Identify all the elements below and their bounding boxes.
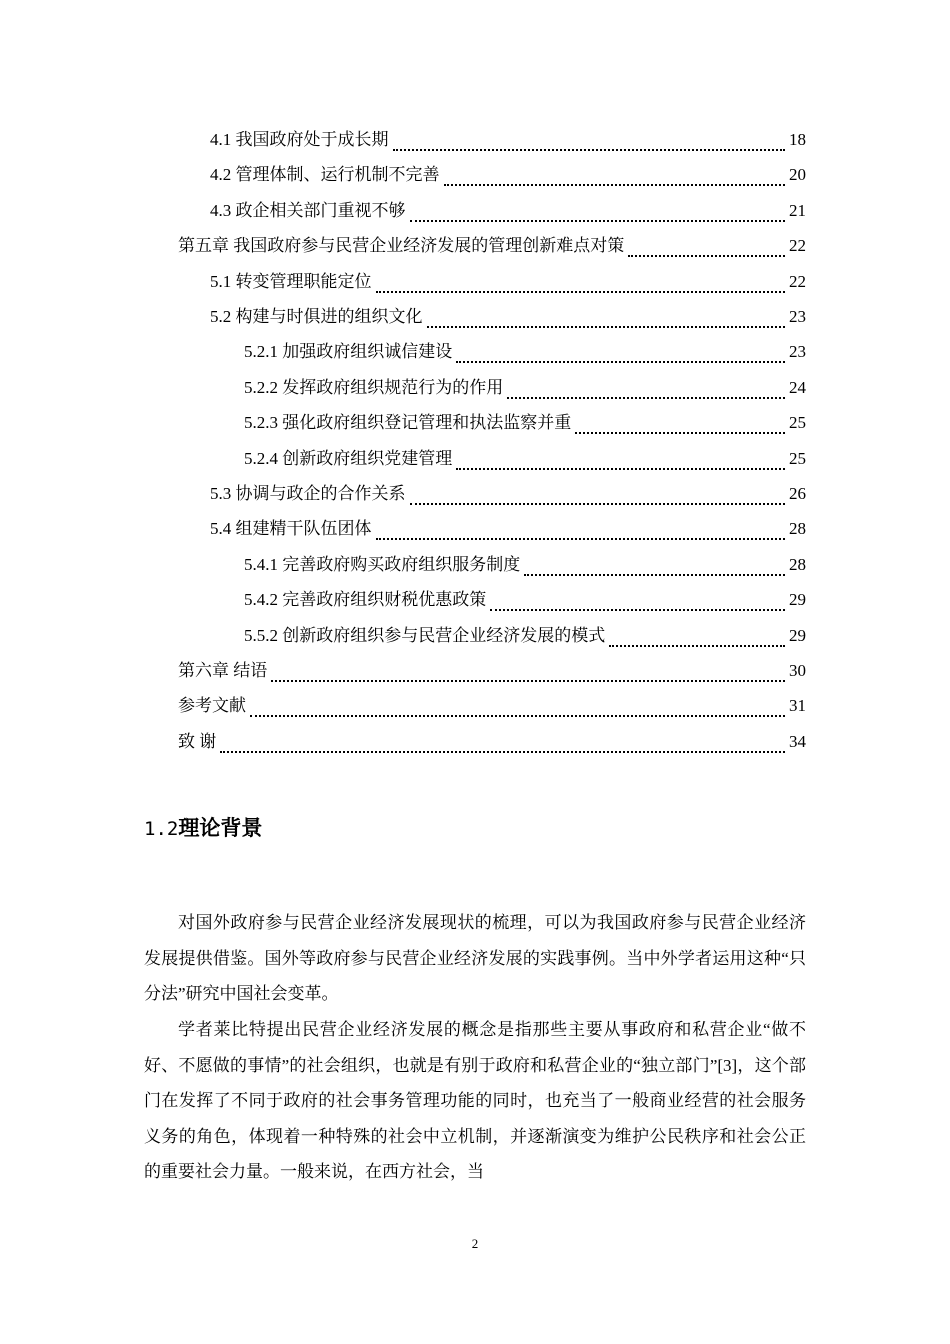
toc-entry <box>210 302 806 332</box>
toc-leader-dots <box>410 502 786 505</box>
toc-entry-label: 5.4.2 完善政府组织财税优惠政策 <box>244 590 487 610</box>
section-title: 理论背景 <box>178 816 263 840</box>
toc-entry-page: 18 <box>789 130 806 149</box>
toc-entry <box>244 444 806 474</box>
toc-entry-label: 5.4.1 完善政府购买政府组织服务制度 <box>244 554 521 574</box>
toc-entry-label: 5.5.2 创新政府组织参与民营企业经济发展的模式 <box>244 625 606 645</box>
toc-entry-label: 5.2.4 创新政府组织党建管理 <box>244 448 453 468</box>
toc-entry-page: 29 <box>789 590 806 610</box>
toc-leader-dots <box>609 644 785 647</box>
toc-entry-page: 26 <box>789 484 806 503</box>
toc-entry-page: 25 <box>789 448 806 468</box>
toc-entry-label: 5.2.3 强化政府组织登记管理和执法监察并重 <box>244 413 572 433</box>
toc-entry-label: 5.1 转变管理职能定位 <box>210 271 372 291</box>
toc-leader-dots <box>507 396 785 399</box>
toc-leader-dots <box>250 714 785 717</box>
toc-entry-page: 23 <box>789 307 806 326</box>
toc-entry-label: 致 谢 <box>178 731 217 751</box>
toc-leader-dots <box>271 679 785 682</box>
toc-leader-dots <box>410 219 786 222</box>
toc-entry-label: 4.1 我国政府处于成长期 <box>210 130 389 149</box>
toc-entry-label: 4.2 管理体制、运行机制不完善 <box>210 165 440 185</box>
toc-entry <box>210 479 806 509</box>
toc-entry <box>244 408 806 438</box>
toc-entry-page: 21 <box>789 200 806 220</box>
toc-entry-page: 28 <box>789 519 806 539</box>
toc-entry <box>210 125 806 155</box>
toc-entry <box>244 621 806 651</box>
toc-entry <box>178 727 806 757</box>
toc-entry <box>178 691 806 721</box>
toc-leader-dots <box>376 290 786 293</box>
toc-entry-page: 28 <box>789 554 806 574</box>
toc-entry <box>244 550 806 580</box>
toc-entry <box>244 337 806 367</box>
toc-leader-dots <box>490 608 785 611</box>
toc-entry <box>210 514 806 544</box>
toc-entry-label: 5.4 组建精干队伍团体 <box>210 519 372 539</box>
toc-entry-label: 5.3 协调与政企的合作关系 <box>210 484 406 503</box>
toc-entry <box>178 231 806 261</box>
toc-entry-label: 第五章 我国政府参与民营企业经济发展的管理创新难点对策 <box>178 236 625 256</box>
toc-entry-page: 23 <box>789 342 806 362</box>
toc-leader-dots <box>575 431 785 434</box>
toc-entry-page: 31 <box>789 696 806 716</box>
toc-entry-page: 22 <box>789 271 806 291</box>
toc-leader-dots <box>220 750 785 753</box>
toc-leader-dots <box>393 148 786 151</box>
toc-entry-label: 5.2 构建与时俱进的组织文化 <box>210 307 423 326</box>
toc-leader-dots <box>628 254 785 257</box>
toc-entry-page: 20 <box>789 165 806 185</box>
toc-entry <box>210 196 806 226</box>
toc-entry-page: 22 <box>789 236 806 256</box>
toc-leader-dots <box>524 573 785 576</box>
toc-leader-dots <box>444 183 786 186</box>
toc-entry-page: 30 <box>789 661 806 680</box>
toc-leader-dots <box>456 467 785 470</box>
toc-entry <box>210 160 806 190</box>
toc-entry-page: 24 <box>789 377 806 397</box>
toc-entry <box>210 267 806 297</box>
section-number: 1.2 <box>144 818 179 840</box>
toc-entry <box>178 656 806 686</box>
toc-entry-label: 4.3 政企相关部门重视不够 <box>210 200 406 220</box>
paragraph-2: 学者莱比特提出民营企业经济发展的概念是指那些主要从事政府和私营企业“做不好、不愿做的事情”的社会组织，也就是有别于政府和私营企业的“独立部门”[3]，这个部门在发挥了不同于政府的社会事务管理功能的同时，也充当了一般商业经营的社会服务义务的角色，体现着一种特殊的社会中立机制，并逐渐演变为维护公民秩序和社会公正的重要社会力量。一般来说，在西方社会，当 <box>144 1020 806 1182</box>
toc-entry <box>244 585 806 615</box>
toc-leader-dots <box>427 325 786 328</box>
toc-entry-label: 5.2.1 加强政府组织诚信建设 <box>244 342 453 362</box>
toc-entry <box>244 373 806 403</box>
toc-entry-page: 25 <box>789 413 806 433</box>
toc-leader-dots <box>376 537 786 540</box>
section-heading <box>144 812 262 842</box>
page-number: 2 <box>471 1236 479 1251</box>
toc-entry-label: 第六章 结语 <box>178 661 268 680</box>
paragraph-1: 对国外政府参与民营企业经济发展现状的梳理，可以为我国政府参与民营企业经济发展提供借鉴。国外等政府参与民营企业经济发展的实践事例。当中外学者运用这种“只分法”研究中国社会变革。 <box>144 913 806 1004</box>
toc-entry-label: 参考文献 <box>178 696 246 716</box>
toc-entry-label: 5.2.2 发挥政府组织规范行为的作用 <box>244 377 504 397</box>
toc-entry-page: 29 <box>789 625 806 645</box>
toc-leader-dots <box>456 360 785 363</box>
toc-entry-page: 34 <box>789 731 806 751</box>
